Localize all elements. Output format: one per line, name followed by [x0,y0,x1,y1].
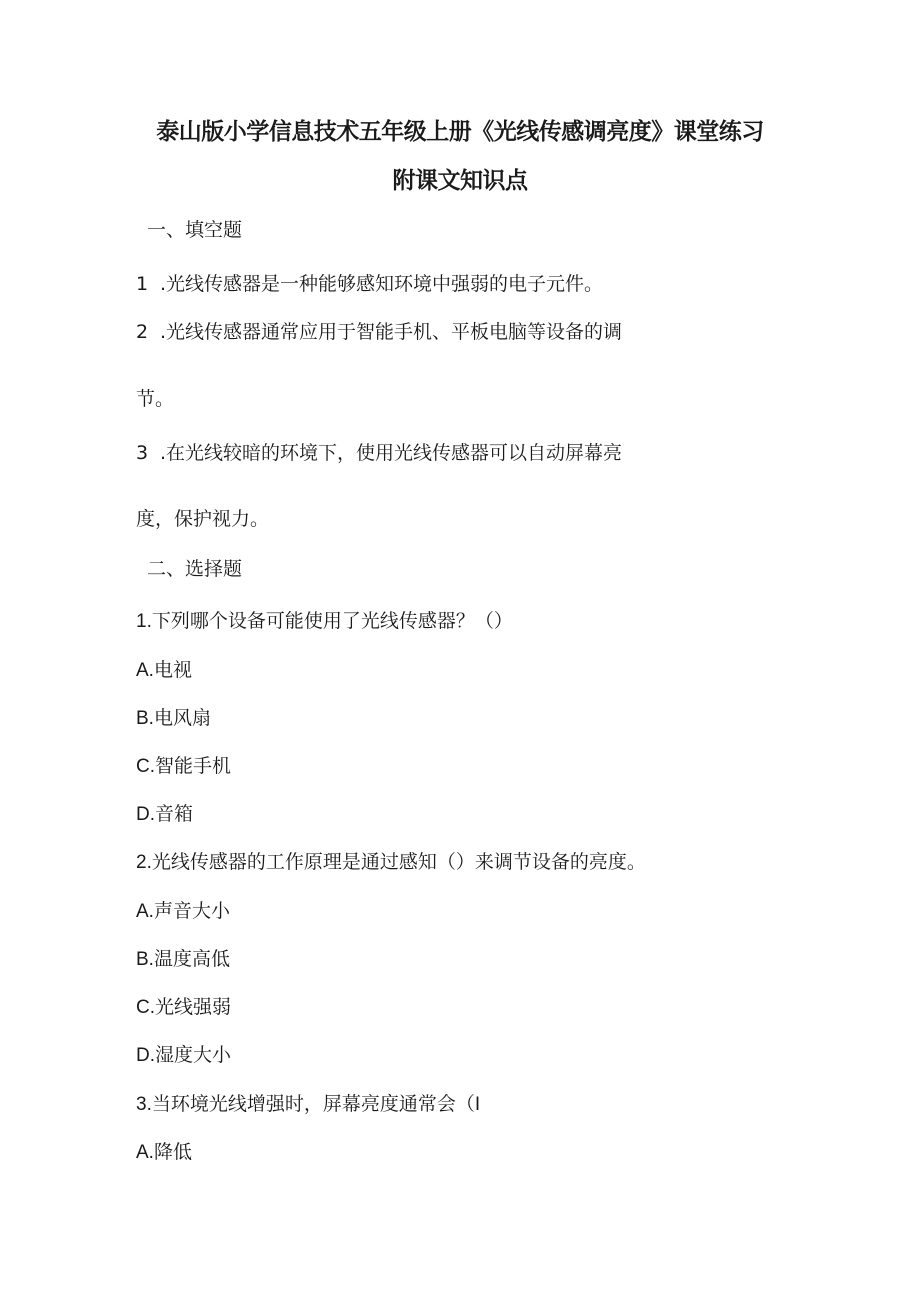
document-title: 泰山版小学信息技术五年级上册《光线传感调亮度》课堂练习 [156,119,764,145]
choice-option-1b: B.电风扇 [136,708,211,729]
document-subtitle: 附课文知识点 [392,168,528,194]
section-heading-multiple-choice: 二、选择题 [147,558,243,580]
choice-question-2: 2.光线传感器的工作原理是通过感知（）来调节设备的亮度。 [136,852,646,873]
choice-question-3: 3.当环境光线增强时，屏幕亮度通常会（I [136,1094,481,1115]
choice-option-2b: B.温度高低 [136,949,230,970]
choice-option-1c: C.智能手机 [136,756,232,777]
question-text: .在光线较暗的环境下，使用光线传感器可以自动屏幕亮 [160,442,623,464]
choice-option-1d: D.音箱 [136,804,194,825]
question-text: .光线传感器通常应用于智能手机、平板电脑等设备的调 [160,321,623,343]
fill-blank-question-1 [136,271,603,297]
question-text: .光线传感器是一种能够感知环境中强弱的电子元件。 [160,273,604,295]
choice-option-3a: A.降低 [136,1142,192,1163]
fill-blank-question-2 [136,319,622,345]
fill-blank-question-2-continuation: 节。 [136,388,175,410]
fill-blank-question-3-continuation: 度，保护视力。 [136,508,270,530]
choice-option-2d: D.湿度大小 [136,1045,232,1066]
choice-question-1: 1.下列哪个设备可能使用了光线传感器？（） [136,611,513,632]
question-number: 2 [136,321,149,343]
question-number: 3 [136,442,149,464]
section-heading-fill-blank: 一、填空题 [147,219,243,241]
fill-blank-question-3 [136,440,622,466]
choice-option-1a: A.电视 [136,660,192,681]
choice-option-2c: C.光线强弱 [136,997,232,1018]
question-number: 1 [136,273,149,295]
choice-option-2a: A.声音大小 [136,901,230,922]
